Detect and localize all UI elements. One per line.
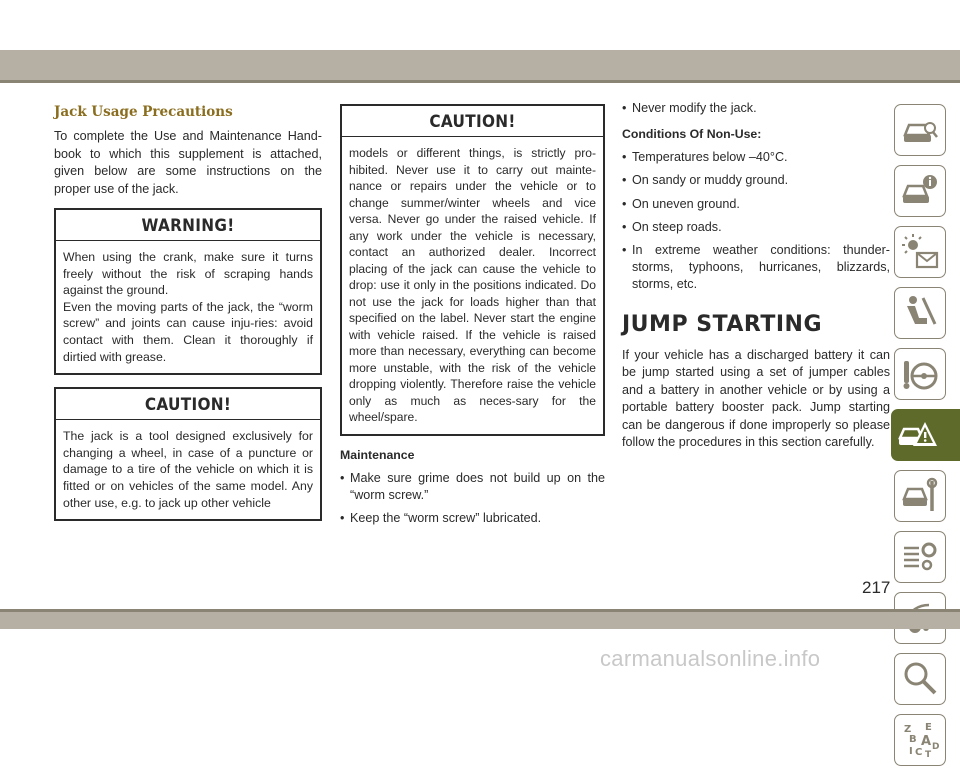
car-service-tools-icon [901, 477, 939, 515]
list-item [622, 242, 890, 294]
caution-paragraph-continued: models or different things, is strictly pro-hibited. Never use it to carry out mainte-nance or repairs under the vehicle or to change summer/winter wheels and vice versa. Never go under the raised vehicle. If any work under the vehicle is necessary, contact an authorized dealer. Incorrect placing of the jack can cause the vehicle to drop: use it only in the positions indicated. Do not use the jack for loads higher than that specified on the label. Never start the engine with vehicle raised. If the vehicle is raised more than necessary, everything can become more unstable, with the risk of the vehicle dropping violently. Therefore raise the vehicle only as much as neces-sary for the wheel/spare. [349, 146, 596, 424]
tab-starting-operating[interactable] [894, 348, 946, 400]
caution-box-start [54, 387, 322, 521]
jump-starting-heading: JUMP STARTING [622, 311, 823, 337]
footer-band [0, 612, 960, 629]
jack-usage-heading: Jack Usage Precautions [54, 104, 233, 120]
jump-starting-paragraph: If your vehicle has a discharged battery it can be jump started using a set of jumper cables and a battery in another vehicle or by using a portable battery booster pack. Jump starting can be dangerous if done improperly so please follow the procedures in this section carefully. [622, 347, 890, 450]
bullet-marker: • [622, 196, 627, 211]
tab-technical-specifications[interactable] [894, 531, 946, 583]
header-rule [0, 80, 960, 83]
maintenance-list-icon [901, 538, 939, 576]
steering-wheel-icon [901, 355, 939, 393]
alphabet-index-icon [901, 721, 939, 759]
car-search-icon [901, 111, 939, 149]
non-use-heading: Conditions Of Non-Use: [622, 127, 762, 142]
warning-title: WARNING! [56, 210, 320, 241]
maintenance-heading: Maintenance [340, 447, 415, 462]
tab-instrument-panel[interactable] [894, 165, 946, 217]
svg-text:I: I [909, 746, 913, 757]
safety-airbag-icon [901, 294, 939, 332]
index-search-icon [901, 660, 939, 698]
car-emergency-warning-icon [898, 416, 938, 454]
bullet-marker: • [622, 101, 627, 115]
page-number: 217 [862, 578, 891, 597]
svg-text:B: B [909, 734, 917, 745]
tab-safety[interactable] [894, 287, 946, 339]
list-item [340, 510, 605, 527]
list-item-text: On sandy or muddy ground. [632, 173, 789, 188]
caution-title: CAUTION! [56, 389, 320, 420]
bullet-marker: • [622, 243, 627, 258]
warning-lights-message-icon [901, 233, 939, 271]
list-item-text: Temperatures below –40°C. [632, 150, 788, 165]
warning-box [54, 208, 322, 375]
non-use-list [622, 149, 890, 293]
tab-index[interactable] [894, 714, 946, 766]
list-item [622, 196, 890, 213]
list-item-text: Keep the “worm screw” lubricated. [350, 510, 542, 525]
bullet-marker: • [622, 219, 627, 234]
bullet-marker: • [340, 510, 345, 525]
intro-paragraph: To complete the Use and Maintenance Hand-book to which this supplement is attached, given below are some instructions on the proper use of the jack. [54, 129, 322, 196]
watermark-text: carmanualsonline.info [600, 646, 821, 671]
jack-modify-list [622, 100, 890, 117]
list-item-text: Make sure grime does not build up on the “worm screw.” [350, 470, 605, 502]
tab-getting-to-know-vehicle[interactable] [894, 104, 946, 156]
svg-text:A: A [921, 734, 932, 749]
svg-text:D: D [932, 742, 939, 752]
caution-box-continued [340, 104, 605, 436]
list-item-text: On steep roads. [632, 219, 722, 234]
car-info-icon [901, 172, 939, 210]
svg-text:T: T [925, 750, 932, 759]
chapter-tabs [891, 104, 960, 775]
warning-paragraph-2: Even the moving parts of the jack, the “worm screw” and joints can cause inju-ries: avoid contact with them. Clean it thoroughly if dirtied with grease. [63, 299, 313, 364]
bullet-marker: • [622, 150, 627, 165]
bullet-marker: • [622, 173, 627, 188]
list-item [340, 470, 605, 504]
list-item [622, 172, 890, 189]
tab-warning-lights[interactable] [894, 226, 946, 278]
column-3 [622, 100, 890, 462]
list-item [622, 100, 890, 117]
svg-text:C: C [915, 747, 923, 758]
caution-title-continued: CAUTION! [342, 106, 603, 137]
tab-servicing-maintenance[interactable] [894, 470, 946, 522]
bullet-marker: • [340, 470, 345, 485]
svg-text:Z: Z [904, 724, 912, 735]
header-band [0, 50, 960, 80]
list-item-text: On uneven ground. [632, 196, 740, 211]
column-2 [340, 104, 605, 533]
tab-in-case-of-emergency[interactable] [891, 409, 960, 461]
list-item-text: Never modify the jack. [632, 101, 757, 115]
column-1 [54, 100, 322, 533]
maintenance-list [340, 470, 605, 528]
list-item [622, 219, 890, 236]
list-item [622, 149, 890, 166]
list-item-text: In extreme weather conditions: thunder-storms, typhoons, hurricanes, blizzards, storms, etc. [632, 243, 890, 292]
top-margin [0, 0, 960, 50]
warning-paragraph-1: When using the crank, make sure it turns freely without the risk of scraping hands against the ground. [63, 250, 313, 298]
caution-paragraph: The jack is a tool designed exclusively for changing a wheel, in case of a puncture or damage to a tire of the vehicle on which it is fitted or on vehicles of the same model. Any other use, e.g. to jack up other vehicle [63, 429, 313, 510]
tab-customer-assistance[interactable] [894, 653, 946, 705]
svg-text:E: E [925, 722, 932, 733]
